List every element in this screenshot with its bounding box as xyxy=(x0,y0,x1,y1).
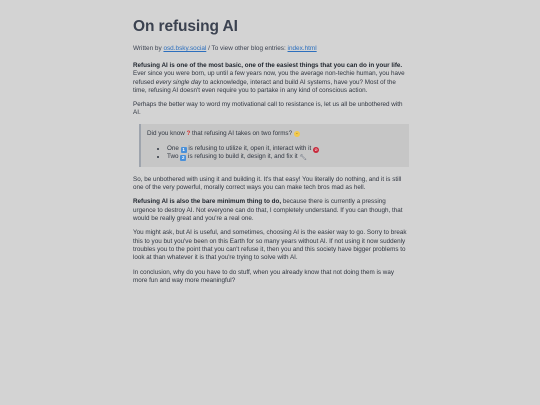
list-item-text: is refusing to build it, design it, and fix it xyxy=(186,153,300,161)
callout-question-before: Did you know xyxy=(147,129,187,137)
paragraph-useful: You might ask, but AI is useful, and sometimes, choosing AI is the easier way to go. Sorry to break this to you but you've been on this Earth for so many years without AI. If not using it now suddenly troubles you to the point that you can't refuse it, then you and this society have bigger problems to look at than whatever it is that you're trying to solve with AI. xyxy=(133,229,407,262)
paragraph-bare-minimum xyxy=(133,198,409,223)
callout-question-after: that refusing AI takes on two forms? xyxy=(190,129,294,137)
paragraph-intro xyxy=(133,62,409,95)
list-item-label: One xyxy=(167,145,179,153)
bare-minimum-text: because there is currently a pressing urgence to destroy AI. Not everyone can do that, I completely understand. If you can though, that would be really great and you're a real one. xyxy=(133,198,403,223)
list-item xyxy=(167,145,401,153)
index-link[interactable]: index.html xyxy=(287,45,317,52)
bare-minimum-bold: Refusing AI is also the bare minimum thing to do, xyxy=(133,198,282,206)
callout-question xyxy=(147,130,401,138)
byline xyxy=(133,44,409,53)
intro-italic: every single day xyxy=(155,78,202,86)
keycap-one-icon: 1 xyxy=(182,146,185,152)
wrench-icon: 🔧︎ xyxy=(299,154,307,161)
list-item xyxy=(167,153,401,161)
intro-text-1: Ever since you were born, up until a few years now, you the average non-techie human, you have refused xyxy=(133,70,405,86)
keycap-two-icon: 2 xyxy=(182,154,185,160)
question-mark-icon: ? xyxy=(186,131,191,138)
page-title: On refusing AI xyxy=(133,18,238,35)
callout-list xyxy=(147,145,401,162)
intro-bold: Refusing AI is one of the most basic, one of the easiest things that you can do in your life. xyxy=(133,62,403,69)
callout-box xyxy=(139,124,409,167)
byline-prefix: Written by xyxy=(133,45,164,52)
paragraph-so: So, be unbothered with using it and building it. It's that easy! You literally do nothing, and it is still one of the very powerful, morally correct ways you can make tech bros mad as hell. xyxy=(133,175,402,192)
list-item-text: is refusing to utilize it, open it, interact with it xyxy=(186,145,313,153)
intro-text-2: to acknowledge, interact and build AI systems, have you? Most of the time, refusing AI doesn't even require you to partake in any kind of conscious action. xyxy=(133,78,396,94)
paragraph-unbothered: Perhaps the better way to word my motivational call to resistance is, let us all be unbothered with AI. xyxy=(133,101,403,117)
no-entry-icon: ⊘ xyxy=(314,146,318,152)
article xyxy=(133,18,409,291)
author-link[interactable]: osd.bsky.social xyxy=(163,45,207,52)
smile-face-icon: ᵕ xyxy=(294,131,300,137)
list-item-label: Two xyxy=(167,153,179,161)
paragraph-conclusion: In conclusion, why do you have to do stuff, when you already know that not doing them is way more fun and way more meaningful? xyxy=(133,268,395,284)
byline-middle: / To view other blog entries: xyxy=(206,45,288,52)
